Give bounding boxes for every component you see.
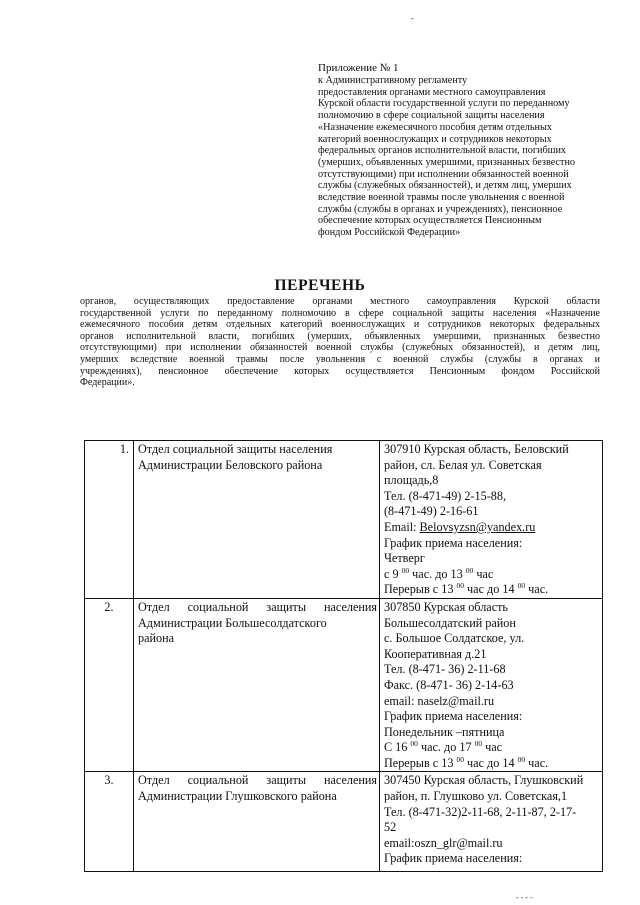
appendix-line: вследствие военной травмы после увольнения с военной	[318, 192, 565, 204]
phone-line: (8-471-49) 2-16-61	[384, 504, 479, 519]
email-label: Email:	[384, 519, 420, 534]
appendix-title: Приложение № 1	[318, 62, 399, 74]
schedule-break: Перерыв с 13 $^{00}$ час до 14 $^{00}$ час.	[384, 754, 549, 770]
schedule-label: График приема населения:	[384, 535, 523, 550]
appendix-line: Курской области государственной услуги по переданному	[318, 98, 570, 110]
agencies-table	[84, 440, 603, 872]
intro-line: органов, осуществляющих предоставление органами местного самоуправления Курской области	[80, 296, 600, 307]
schedule-hours: С 16 $^{00}$ час. до 17 $^{00}$ час	[384, 739, 503, 755]
intro-line: органов исполнительной власти, погибших (умерших, объявленных умершими, признанных безвестно	[80, 330, 600, 342]
email-link[interactable]: Belovsyzsn@yandex.ru	[419, 519, 536, 534]
table-row	[85, 772, 603, 872]
appendix-line: полномочию в сфере социальной защиты населения	[318, 110, 545, 122]
agency-name-line: Администрации Глушковского района	[138, 789, 337, 804]
appendix-line: службы (службы в органах и учреждениях), пенсионное	[318, 203, 563, 215]
row-number: 1.	[85, 441, 134, 599]
table-row	[85, 598, 603, 772]
address-line: 307450 Курская область, Глушковский	[384, 773, 584, 788]
fax-line: Факс. (8-471- 36) 2-14-63	[384, 677, 514, 692]
address-line: 307910 Курская область, Беловский	[384, 442, 569, 456]
intro-paragraph	[80, 296, 600, 389]
agency-name-cell	[134, 441, 380, 599]
email-line	[384, 520, 602, 536]
agency-name-cell	[134, 772, 380, 872]
address-line: район, п. Глушково ул. Советская,1	[384, 789, 568, 804]
address-line: район, сл. Белая ул. Советская	[384, 457, 542, 472]
appendix-line: фондом Российской Федерации»	[318, 227, 461, 239]
email-line	[384, 836, 602, 852]
agency-name-line: района	[138, 631, 175, 646]
agency-name-line: Администрации Беловского района	[138, 457, 323, 472]
agency-name-cell	[134, 598, 380, 772]
appendix-line: к Административному регламенту	[318, 75, 468, 86]
row-number: 2.	[85, 598, 134, 772]
appendix-line: службы (служебных обязанностей), и детям лиц, умерших	[318, 180, 572, 192]
schedule-label: График приема населения:	[384, 851, 523, 866]
schedule-hours: с 9 $^{00}$ час. до 13 $^{00}$ час	[384, 565, 494, 581]
intro-line: государственной услуги по переданному полномочию в сфере социальной защиты населения «Назначение	[80, 307, 600, 319]
schedule-break: Перерыв с 13 $^{00}$ час до 14 $^{00}$ час.	[384, 581, 549, 597]
email-label: email:	[384, 835, 415, 850]
appendix-line: предоставления органами местного самоуправления	[318, 86, 546, 98]
email-line	[384, 694, 602, 710]
schedule-days: Четверг	[384, 551, 425, 566]
intro-line: умерших вследствие военной травмы после увольнения с военной службы (службы в органах и	[80, 353, 600, 365]
agency-name-line: Администрации Большесолдатского	[138, 615, 327, 630]
agency-name-line: Отдел социальной защиты населения	[138, 773, 377, 788]
document-heading: ПЕРЕЧЕНЬ	[274, 277, 366, 294]
row-number: 3.	[85, 772, 134, 872]
phone-line: Тел. (8-471-32)2-11-68, 2-11-87, 2-17-	[384, 804, 577, 819]
contact-cell	[380, 772, 603, 872]
table-row	[85, 441, 603, 599]
schedule-days: Понедельник –пятница	[384, 724, 505, 739]
address-line: 307850 Курская область	[384, 599, 508, 614]
intro-line: отсутствующими) при исполнении обязанностей военной службы (служебных обязанностей), и детям лиц,	[80, 342, 600, 354]
appendix-line: (умерших, объявленных умершими, признанных безвестно	[318, 156, 576, 168]
appendix-block	[318, 62, 608, 239]
schedule-label: График приема населения:	[384, 709, 523, 724]
agency-name-line: Отдел социальной защиты населения	[138, 442, 333, 456]
page-top-mark: -	[411, 14, 414, 23]
contact-cell	[380, 441, 603, 599]
intro-line: Федерации».	[80, 377, 135, 389]
phone-line: Тел. (8-471- 36) 2-11-68	[384, 662, 506, 677]
intro-line: учреждениях), пенсионное обеспечение которых осуществляется Пенсионным фондом Российской	[80, 365, 600, 377]
email-link[interactable]: naselz@mail.ru	[417, 693, 495, 708]
appendix-line: федеральных органов исполнительной власти, погибших	[318, 145, 567, 157]
appendix-line: «Назначение ежемесячного пособия детям отдельных	[318, 121, 552, 133]
address-line: Большесолдатский район	[384, 615, 516, 630]
agency-name-line: Отдел социальной защиты населения	[138, 599, 377, 614]
phone-line: 52	[384, 820, 397, 835]
appendix-line: отсутствующими) при исполнении обязанностей военной	[318, 168, 569, 180]
appendix-line: обеспечение которых осуществляется Пенсионным	[318, 215, 542, 227]
contact-cell	[380, 598, 603, 772]
intro-line: ежемесячного пособия детям отдельных категорий военнослужащих и сотрудников некоторых федеральных	[80, 319, 600, 331]
address-line: Кооперативная д.21	[384, 646, 487, 661]
appendix-line: категорий военнослужащих и сотрудников некоторых	[318, 133, 552, 145]
phone-line: Тел. (8-471-49) 2-15-88,	[384, 488, 507, 503]
address-line: площадь,8	[384, 473, 439, 488]
page-corner-mark: - - - -	[516, 893, 533, 902]
email-label: email:	[384, 693, 418, 708]
address-line: с. Большое Солдатское, ул.	[384, 631, 525, 646]
email-link[interactable]: oszn_glr@mail.ru	[414, 835, 503, 850]
